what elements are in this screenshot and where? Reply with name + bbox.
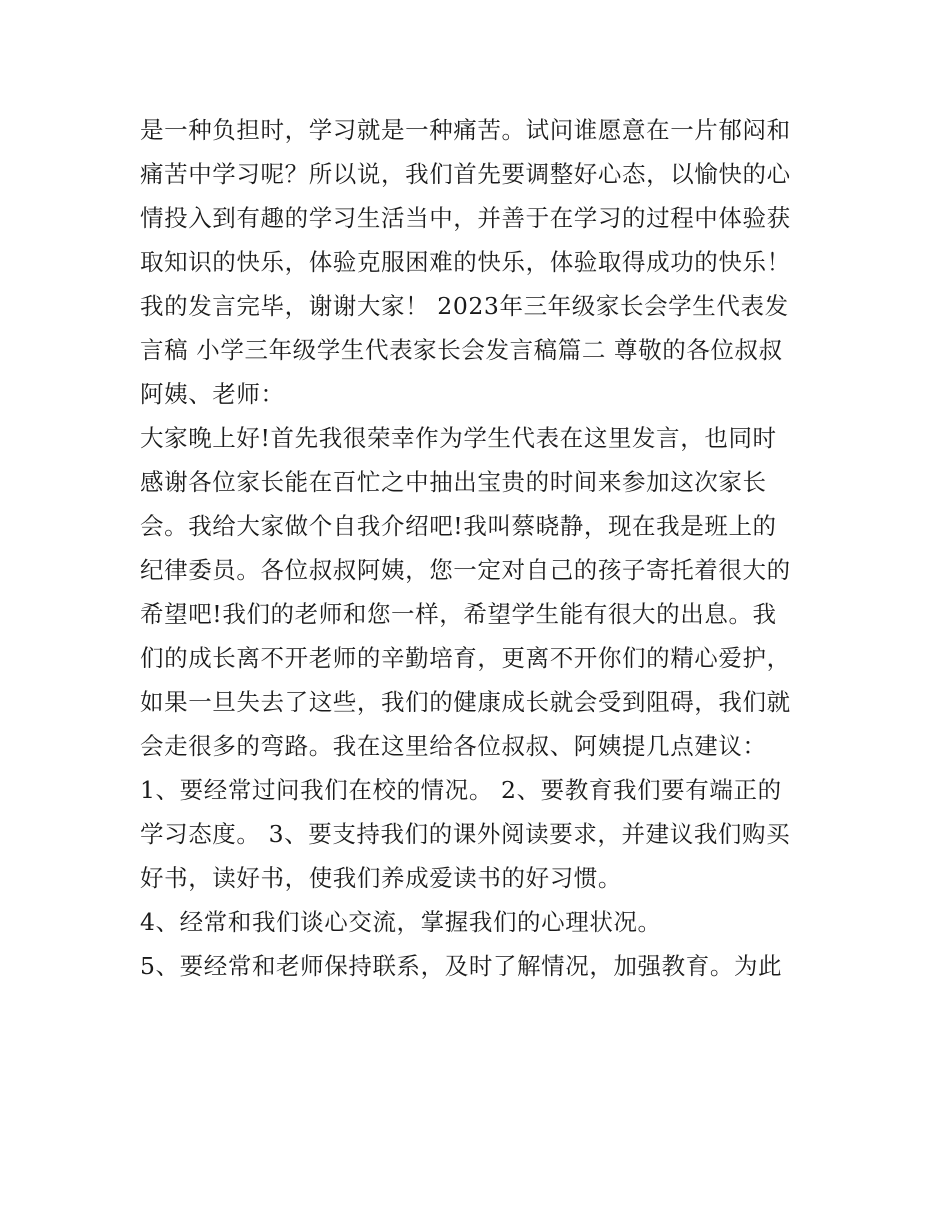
text-line: 大家晚上好!首先我很荣幸作为学生代表在这里发言，也同时 <box>140 424 777 452</box>
text-line: 纪律委员。各位叔叔阿姨，您一定对自己的孩子寄托着很大的 <box>140 556 791 584</box>
body-text <box>140 108 820 988</box>
text-line: 们的成长离不开老师的辛勤培育，更离不开你们的精心爱护， <box>140 644 791 672</box>
text-line: 痛苦中学习呢？所以说，我们首先要调整好心态，以愉快的心 <box>140 160 791 188</box>
text-line: 情投入到有趣的学习生活当中，并善于在学习的过程中体验获 <box>140 204 791 232</box>
text-line: 阿姨、老师： <box>140 380 285 408</box>
text-line: 4、经常和我们谈心交流，掌握我们的心理状况。 <box>140 908 662 936</box>
text-line: 会。我给大家做个自我介绍吧!我叫蔡晓静，现在我是班上的 <box>140 512 777 540</box>
text-line: 好书，读好书，使我们养成爱读书的好习惯。 <box>140 864 622 892</box>
text-line: 希望吧!我们的老师和您一样，希望学生能有很大的出息。我 <box>140 600 777 628</box>
text-line: 感谢各位家长能在百忙之中抽出宝贵的时间来参加这次家长 <box>140 468 767 496</box>
text-line: 学习态度。 3、要支持我们的课外阅读要求，并建议我们购买 <box>140 820 791 848</box>
text-line: 我的发言完毕，谢谢大家！ 2023年三年级家长会学生代表发 <box>140 292 789 320</box>
text-line: 5、要经常和老师保持联系，及时了解情况，加强教育。为此 <box>140 952 783 980</box>
text-line: 是一种负担时，学习就是一种痛苦。试问谁愿意在一片郁闷和 <box>140 116 791 144</box>
text-line: 如果一旦失去了这些，我们的健康成长就会受到阻碍，我们就 <box>140 688 791 716</box>
text-line: 1、要经常过问我们在校的情况。 2、要教育我们要有端正的 <box>140 776 782 804</box>
text-line: 取知识的快乐，体验克服困难的快乐，体验取得成功的快乐！ <box>140 248 791 276</box>
text-line: 言稿 小学三年级学生代表家长会发言稿篇二 尊敬的各位叔叔 <box>140 336 783 364</box>
text-line: 会走很多的弯路。我在这里给各位叔叔、阿姨提几点建议： <box>140 732 767 760</box>
